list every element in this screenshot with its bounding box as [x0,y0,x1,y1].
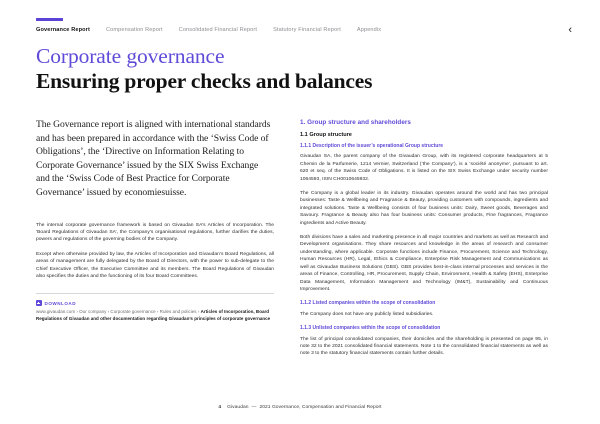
nav-item-label: Appendix [356,27,382,33]
content-columns [36,118,564,365]
nav-item-list [36,18,568,42]
nav-item-consolidated-financial-report[interactable] [179,18,257,34]
breadcrumb-target: Articles of Incorporation, Board Regulations of Givaudan and other documentation regarding Givaudan’s principles of corporate governance [36,308,271,321]
right-paragraph-2: The Company is a global leader in its industry. Givaudan operates around the world and has two principal businesses: Taste & Wellbeing and Fragrance & Beauty, providing customers with compounds, ingredients and integrated solutions. Taste & Wellbeing consists of four business units: Dairy, Sweet goods, Beverages and Savoury. Fragrance & Beauty also has four business units: Consumer products, Fine fragrances, Fragrance ingredients and Active Beauty. [300,191,548,226]
section-heading-1-1-2: 1.1.2 Listed companies within the scope of consolidation [300,300,436,307]
nav-item-label: Compensation Report [105,27,163,33]
lead-paragraph: The Governance report is aligned with international standards and has been prepared in accordance with the ‘Swiss Code of Obligations’, the ‘Directive on Information Relating to Corporate Governance’ issued by the SIX Swiss Exchange and the ‘Swiss Code of Best Practice for Corporate Governance’ issued by economiesuisse. [36,119,271,198]
right-paragraph-4: The Company does not have any publicly listed subsidiaries. [300,311,434,317]
section-heading-1: 1. Group structure and shareholders [300,119,411,126]
left-body-text [36,222,274,281]
breadcrumb[interactable] [36,309,274,322]
chevron-left-icon[interactable]: ‹ [568,24,572,36]
section-heading-1-1-3: 1.1.3 Unlisted companies within the scope of consolidation [300,325,441,332]
right-paragraph-1: Givaudan SA, the parent company of the Givaudan Group, with its registered corporate headquarters at 5 Chemin de la Parfumerie, 1214 Vernier, Switzerland (‘the Company’), is a ‘société anonyme’, pursuant to art. 620 et seq. of the Swiss Code of Obligations. It is listed on the SIX Swiss Exchange under security number 1064593, ISIN CH0010645932. [300,154,548,182]
right-column [300,118,548,365]
divider [36,293,274,294]
page-title: Ensuring proper checks and balances [36,69,373,93]
page-title-block [36,44,564,94]
active-tab-indicator [36,18,63,21]
footer-company: Givaudan [227,405,249,410]
page-eyebrow-title: Corporate governance [36,44,225,68]
right-paragraph-5: The list of principal consolidated companies, their domiciles and the shareholding is presented on page 95, in note 32 to the 2021 consolidated financial statements. Note 1 to the consolidated financial statements as well as note 3 to the statutory financial statements contain further details. [300,336,548,357]
section-heading-1-1-1: 1.1.1 Description of the issuer’s operational Group structure [300,143,444,149]
page-footer [0,405,600,410]
left-column [36,118,274,365]
download-icon [36,300,42,306]
nav-item-statutory-financial-report[interactable] [273,18,341,34]
top-navigation [0,0,600,42]
left-paragraph-1: The internal corporate governance framework is based on Givaudan SA’s Articles of Incorporation. The ‘Board Regulations of Givaudan SA’, the Company’s organisational regulations, further clarifies the duties, powers and regulations of the governing bodies of the Company. [36,222,274,243]
footer-page-number: 4 [218,405,222,410]
section-heading-1-1: 1.1 Group structure [300,132,352,138]
nav-item-label: Consolidated Financial Report [178,27,258,33]
breadcrumb-path: www.givaudan.com › Our company › Corporate governance › Rules and policies › [36,308,201,314]
nav-item-appendix[interactable] [357,18,381,34]
footer-separator: — [251,405,257,410]
nav-item-label: Statutory Financial Report [273,27,341,33]
left-paragraph-2: Except when otherwise provided by law, the Articles of Incorporation and Givaudan’s Board Regulations, all areas of management are fully delegated by the Board of Directors, with the power to sub-delegate to the Chief Executive Officer, the Executive Committee and its members. The Board Regulations of Givaudan also specifies the duties and the functioning of its four Board Committees. [36,251,274,279]
nav-item-label: Governance Report [36,27,90,33]
download-label: DOWNLOAD [44,300,77,306]
right-paragraph-3: Both divisions have a sales and marketing presence in all major countries and markets as well as Research and Development organisations. They share resources and knowledge in the areas of research and consumer understanding, where applicable. Corporate functions include Finance, Procurement, Science and Technology, Human Resources (HR), Legal, Ethics & Compliance, Enterprise Risk Management and Communications as well as Givaudan Business Solutions (GBS). GBS provides best-in-class internal processes and services in the areas of Finance, Controlling, HR, Procurement, Supply Chain, Environment, Health & Safety (EHS), Enterprise Data Management, Information Management and Technology (IM&T), Sustainability and Continuous Improvement. [300,235,548,292]
nav-item-compensation-report[interactable] [106,18,163,34]
download-link[interactable] [36,300,274,306]
footer-report-name: 2021 Governance, Compensation and Financial Report [259,405,382,410]
nav-item-governance-report[interactable] [36,18,90,34]
